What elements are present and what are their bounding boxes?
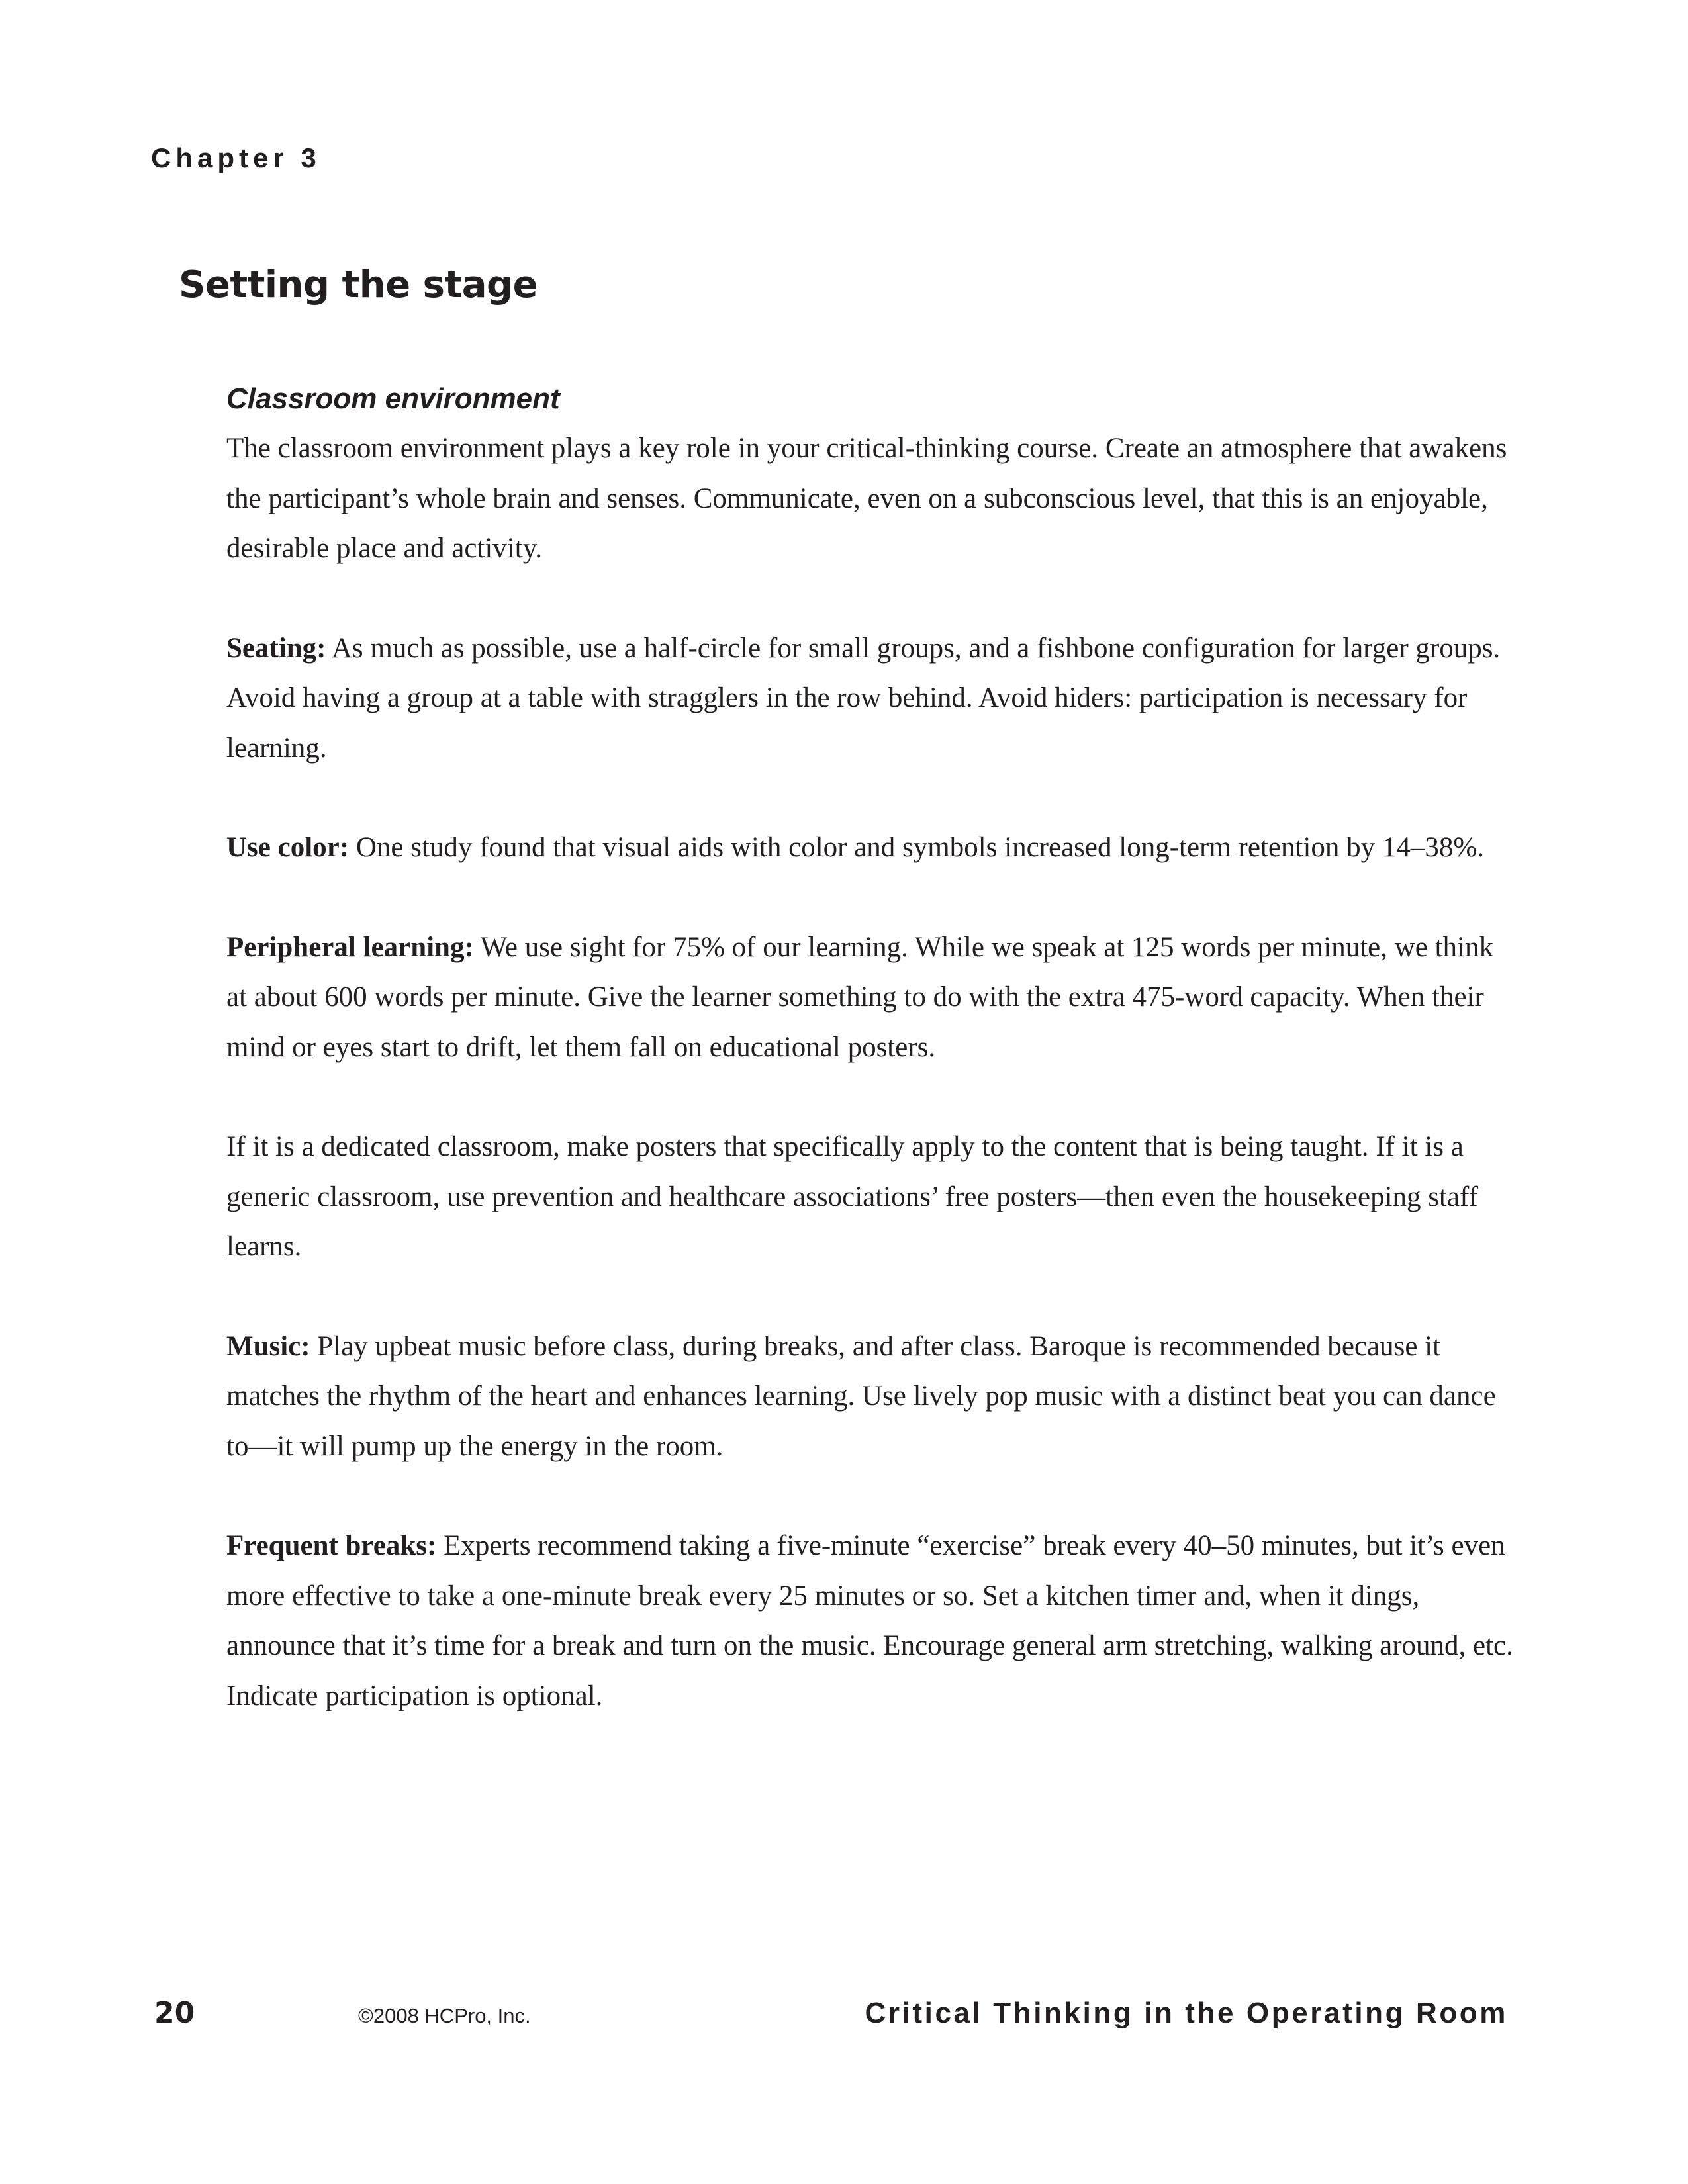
seating-paragraph <box>226 623 1517 774</box>
paragraph-text: We use sight for 75% of our learning. While we speak at 125 words per minute, we think at about 600 words per minute. Give the learner something to do with the extra 475-word capacity. When their mind or eyes start to drift, let them fall on educational posters. <box>226 931 1494 1063</box>
paragraph-label: Seating: <box>226 632 326 664</box>
page-number: 20 <box>154 1996 195 2030</box>
paragraph-label: Frequent breaks: <box>226 1530 437 1561</box>
paragraph-text: One study found that visual aids with color and symbols increased long-term retention by 14–38%. <box>349 832 1484 863</box>
music-paragraph <box>226 1322 1517 1472</box>
page-content <box>226 374 1517 1721</box>
chapter-label: Chapter 3 <box>151 142 321 173</box>
frequent-breaks-paragraph <box>226 1521 1517 1721</box>
book-title: Critical Thinking in the Operating Room <box>865 1997 1508 2029</box>
posters-paragraph <box>226 1122 1517 1272</box>
paragraph-text: Experts recommend taking a five-minute “exercise” break every 40–50 minutes, but it’s even more effective to take a one-minute break every 25 minutes or so. Set a kitchen timer and, when it dings, announce that it’s time for a break and turn on the music. Encourage general arm stretching, walking around, etc. Indicate participation is optional. <box>226 1530 1513 1711</box>
paragraph-label: Peripheral learning: <box>226 931 474 963</box>
section-heading: Classroom environment <box>226 383 560 415</box>
use-color-paragraph <box>226 823 1517 873</box>
paragraph-text: Play upbeat music before class, during breaks, and after class. Baroque is recommended because it matches the rhythm of the heart and enhances learning. Use lively pop music with a distinct beat you can dance to—it will pump up the energy in the room. <box>226 1330 1496 1462</box>
chapter-title: Setting the stage <box>179 263 538 306</box>
paragraph-label: Music: <box>226 1330 310 1362</box>
copyright-notice: ©2008 HCPro, Inc. <box>358 2004 531 2027</box>
intro-paragraph: The classroom environment plays a key role in your critical-thinking course. Create an atmosphere that awakens the participant’s whole brain and senses. Communicate, even on a subconscious level, that this is an enjoyable, desirable place and activity. <box>226 433 1507 564</box>
paragraph-label: Use color: <box>226 832 350 863</box>
paragraph-text: As much as possible, use a half-circle for small groups, and a fishbone configuration for larger groups. Avoid having a group at a table with stragglers in the row behind. Avoid hiders: participation is necessary for learning. <box>226 632 1501 764</box>
peripheral-learning-paragraph <box>226 923 1517 1073</box>
paragraph-text: If it is a dedicated classroom, make posters that specifically apply to the content that is being taught. If it is a generic classroom, use prevention and healthcare associations’ free posters—then even the housekeeping staff learns. <box>226 1131 1478 1262</box>
page-footer <box>0 1996 1688 2038</box>
